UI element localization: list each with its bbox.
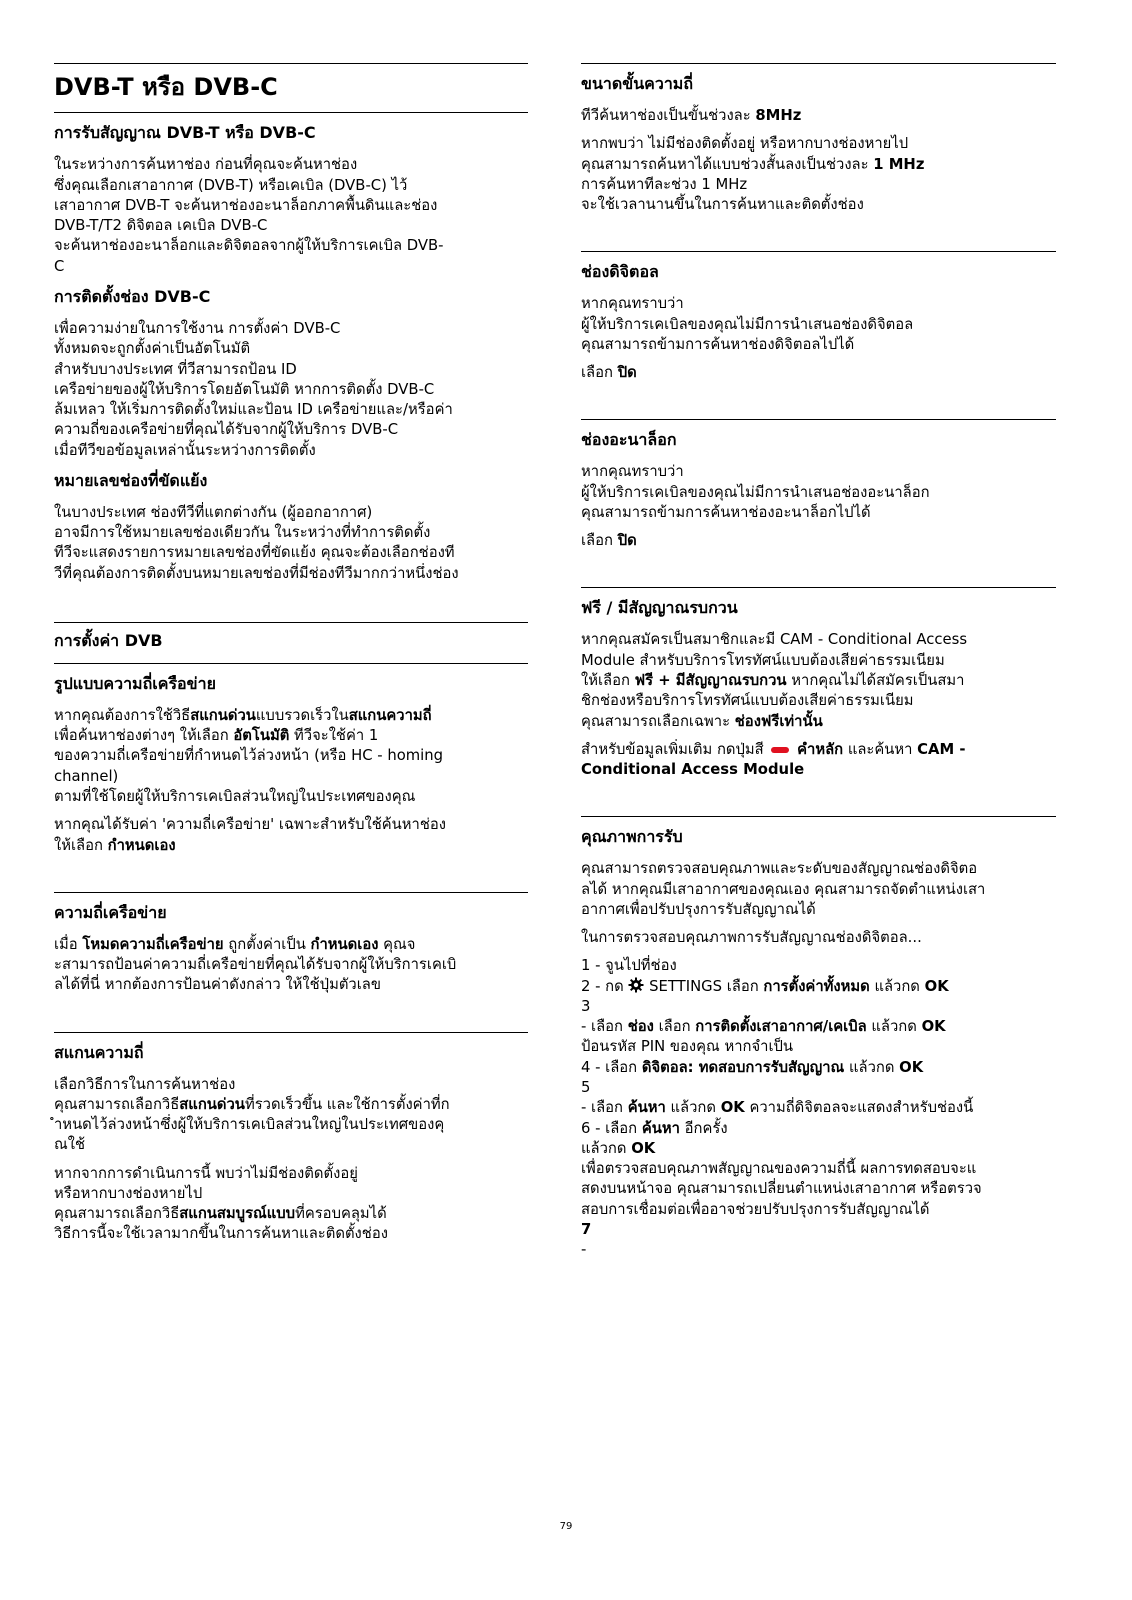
gear-icon xyxy=(628,977,644,993)
dvbc-install-text: เพื่อความง่ายในการใช้งาน การตั้งค่า DVB-C ทั้งหมดจะถูกตั้งค่าเป็นอัตโนมัติ สำหรับบางประเทศ ที่วีสามารถป้อน ID เครือข่ายของผู้ให้บริการโดยอัตโนมัติ หากการติดตั้ง DVB-C ล้มเหลว ให้เริ่มการติดตั้งใหม่และป้อน ID เครือข่ายและ/หรือค่า ความถี่ของเครือข่ายที่คุณได้รับจากผู้ให้บริการ DVB-C เมื่อทีวีขอข้อมูลเหล่านั้นระหว่างการติดตั้ง xyxy=(54,319,453,459)
left-column xyxy=(54,63,528,1253)
section-title-dvb-settings: การตั้งค่า DVB xyxy=(54,630,163,650)
analog-channels-select: เลือก ปิด xyxy=(581,532,637,550)
step-1: 1 - จูนไปที่ช่อง xyxy=(581,957,677,975)
digital-channels-text: หากคุณทราบว่า ผู้ให้บริการเคเบิลของคุณไม่มีการนำเสนอช่องดิจิตอล คุณสามารถข้ามการค้นหาช่องดิจิตอลไปได้ xyxy=(581,295,914,353)
section-title-reception-quality: คุณภาพการรับ xyxy=(581,827,683,847)
reception-quality-text: คุณสามารถตรวจสอบคุณภาพและระดับของสัญญาณช่องดิจิตอ ลได้ หากคุณมีเสาอากาศของคุณเอง คุณสามารถจัดตำแหน่งเสา อากาศเพื่อปรับปรุงการรับสัญญาณได้ xyxy=(581,860,986,918)
divider xyxy=(581,816,1056,817)
step-7-number: 7 xyxy=(581,1220,592,1238)
section-title-frequency-scan: สแกนความถี่ xyxy=(54,1042,144,1062)
network-frequency-text: เมื่อ โหมดความถี่เครือข่าย ถูกตั้งค่าเป็น กำหนดเอง คุณจ ะสามารถป้อนค่าความถี่เครือข่ายที่คุณได้รับจากผู้ให้บริการเคเบิ ลได้ที่นี่ หากต้องการป้อนค่าดังกล่าว ให้ใช้ปุ่มตัวเลข xyxy=(54,935,457,994)
page-title: DVB-T หรือ DVB-C xyxy=(54,73,278,101)
step-6: 6 - เลือก ค้นหา อีกครั้ง แล้วกด OK เพื่อตรวจสอบคุณภาพสัญญาณของความถี่นี้ ผลการทดสอบจะแ สดงบนหน้าจอ คุณสามารถเปลี่ยนตำแหน่งเสาอากาศ หรือตรวจ สอบการเชื่อมต่อเพื่ออาจช่วยปรับปรุงการรับสัญญาณได้ xyxy=(581,1119,982,1218)
step-2: 2 - กด SETTINGS เลือก การตั้งค่าทั้งหมด แล้วกด OK xyxy=(581,977,949,995)
divider xyxy=(581,251,1056,252)
divider xyxy=(54,63,528,64)
section-title-channel-conflicts: หมายเลขช่องที่ขัดแย้ง xyxy=(54,470,208,490)
frequency-step-detail-text: หากพบว่า ไม่มีช่องติดตั้งอยู่ หรือหากบางช่องหายไป คุณสามารถค้นหาได้แบบช่วงสั้นลงเป็นช่วงละ 1 MHz การค้นหาทีละช่วง 1 MHz จะใช้เวลานานขึ้นในการค้นหาและติดตั้งช่อง xyxy=(581,135,925,214)
divider xyxy=(54,663,528,664)
step-4: 4 - เลือก ดิจิตอล: ทดสอบการรับสัญญาณ แล้วกด OK xyxy=(581,1058,924,1076)
network-frequency-mode-text: หากคุณต้องการใช้วิธีสแกนด่วนแบบรวดเร็วในสแกนความถี่ เพื่อค้นหาช่องต่างๆ ให้เลือก อัตโนมัติ ทีวีจะใช้ค่า 1 ของความถี่เครือข่ายที่กำหนดไว้ล่วงหน้า (หรือ HC - homing channel) ตามที่ใช้โดยผู้ให้บริการเคเบิลส่วนใหญ่ในประเทศของคุณ xyxy=(54,706,444,805)
divider xyxy=(54,112,528,113)
divider xyxy=(54,1032,528,1033)
divider xyxy=(54,892,528,893)
section-title-frequency-step: ขนาดขั้นความถี่ xyxy=(581,74,694,93)
page-number: 79 xyxy=(559,1521,573,1532)
step-3-number: 3 xyxy=(581,997,591,1015)
divider xyxy=(581,419,1056,420)
step-7: - xyxy=(581,1241,587,1259)
section-title-network-frequency-mode: รูปแบบความถี่เครือข่าย xyxy=(54,673,216,693)
divider xyxy=(581,587,1056,588)
network-frequency-mode-manual-text: หากคุณได้รับค่า 'ความถี่เครือข่าย' เฉพาะสำหรับใช้ค้นหาช่อง ให้เลือก กำหนดเอง xyxy=(54,816,446,854)
channel-conflicts-text: ในบางประเทศ ช่องทีวีที่แตกต่างกัน (ผู้ออกอากาศ) อาจมีการใช้หมายเลขช่องเดียวกัน ในระหว่างที่ทำการติดตั้ง ทีวีจะแสดงรายการหมายเลขช่องที่ขัดแย้ง คุณจะต้องเลือกช่องที วีที่คุณต้องการติดตั้งบนหมายเลขช่องที่มีช่องทีวีมากกว่าหนึ่งช่อง xyxy=(54,503,459,582)
free-scrambled-more-info: สำหรับข้อมูลเพิ่มเติม กดปุ่มสี คำหลัก และค้นหา CAM - Conditional Access Module xyxy=(581,740,966,779)
frequency-scan-text: เลือกวิธีการในการค้นหาช่อง คุณสามารถเลือกวิธีสแกนด่วนที่รวดเร็วขึ้น และใช้การตั้งค่าที่ก ำหนดไว้ล่วงหน้าซึ่งผู้ให้บริการเคเบิลส่วนใหญ่ในประเทศของคุ ณใช้ xyxy=(54,1075,450,1154)
free-scrambled-text: หากคุณสมัครเป็นสมาชิกและมี CAM - Conditional Access Module สำหรับบริการโทรทัศน์แบบต้องเสียค่าธรรมเนียม ให้เลือก ฟรี + มีสัญญาณรบกวน หากคุณไม่ได้สมัครเป็นสมา ชิกช่องหรือบริการโทรทัศน์แบบต้องเสียค่าธรรมเนียม คุณสามารถเลือกเฉพาะ ช่องฟรีเท่านั้น xyxy=(581,631,968,730)
step-5-number: 5 xyxy=(581,1078,591,1096)
analog-channels-text: หากคุณทราบว่า ผู้ให้บริการเคเบิลของคุณไม่มีการนำเสนอช่องอะนาล็อก คุณสามารถข้ามการค้นหาช่องอะนาล็อกไปได้ xyxy=(581,463,930,521)
frequency-step-text: ทีวีค้นหาช่องเป็นขั้นช่วงละ 8MHz xyxy=(581,107,802,124)
reception-text: ในระหว่างการค้นหาช่อง ก่อนที่คุณจะค้นหาช่อง ซึ่งคุณเลือกเสาอากาศ (DVB-T) หรือเคเบิล (DVB-C) ไว้ เสาอากาศ DVB-T จะค้นหาช่องอะนาล็อกภาคพื้นดินและช่อง DVB-T/T2 ดิจิตอล เคเบิล DVB-C จะค้นหาช่องอะนาล็อกและดิจิตอลจากผู้ให้บริการเคเบิล DVB- C xyxy=(54,156,444,275)
digital-channels-select: เลือก ปิด xyxy=(581,364,637,382)
section-title-free-scrambled: ฟรี / มีสัญญาณรบกวน xyxy=(581,598,738,618)
section-title-digital-channels: ช่องดิจิตอล xyxy=(581,262,659,282)
section-title-analog-channels: ช่องอะนาล็อก xyxy=(581,430,677,450)
section-title-reception: การรับสัญญาณ DVB-T หรือ DVB-C xyxy=(54,123,316,143)
step-5: - เลือก ค้นหา แล้วกด OK ความถี่ดิจิตอลจะแสดงสำหรับช่องนี้ xyxy=(581,1099,974,1117)
reception-quality-steps xyxy=(581,956,1056,1260)
frequency-scan-full-text: หากจากการดำเนินการนี้ พบว่าไม่มีช่องติดตั้งอยู่ หรือหากบางช่องหายไป คุณสามารถเลือกวิธีสแกนสมบูรณ์แบบที่ครอบคลุมได้ วิธีการนี้จะใช้เวลามากขึ้นในการค้นหาและติดตั้งช่อง xyxy=(54,1164,388,1243)
section-title-network-frequency: ความถี่เครือข่าย xyxy=(54,902,167,922)
divider xyxy=(54,622,528,623)
step-3: - เลือก ช่อง เลือก การติดตั้งเสาอากาศ/เคเบิล แล้วกด OK ป้อนรหัส PIN ของคุณ หากจำเป็น xyxy=(581,1018,946,1056)
red-color-key-icon xyxy=(771,747,789,753)
divider xyxy=(581,63,1056,64)
section-title-dvbc-install: การติดตั้งช่อง DVB-C xyxy=(54,286,211,306)
reception-quality-intro: ในการตรวจสอบคุณภาพการรับสัญญาณช่องดิจิตอล... xyxy=(581,929,922,947)
right-column xyxy=(581,63,1056,1260)
